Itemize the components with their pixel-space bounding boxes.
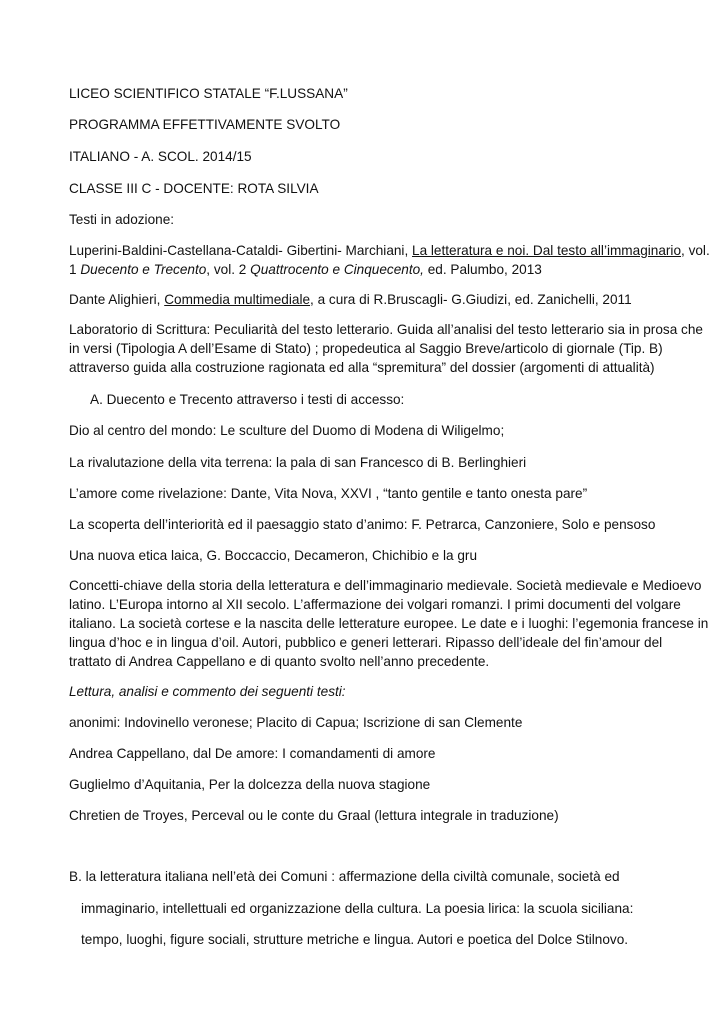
textbooks-heading: Testi in adozione:	[69, 212, 175, 227]
textbook-1-title: La letteratura e noi. Dal testo all’immaginario	[412, 243, 682, 258]
textbook-1-publisher: ed. Palumbo, 2013	[423, 262, 542, 277]
concepts-line-4: lingua d’hoc e in lingua d’oil. Autori, pubblico e generi letterari. Ripasso dell’ideale del fin’amour del	[69, 635, 663, 650]
section-a-item-4: La scoperta dell’interiorità ed il paesaggio stato d’animo: F. Petrarca, Canzoniere, Solo e pensoso	[69, 517, 656, 532]
concepts-line-5: trattato di Andrea Cappellano e di quanto svolto nell’anno precedente.	[69, 654, 490, 669]
lab-line-1: Laboratorio di Scrittura: Peculiarità del testo letterario. Guida all’analisi del testo letterario sia in prosa che	[69, 322, 703, 337]
section-a-item-5: Una nuova etica laica, G. Boccaccio, Decameron, Chichibio e la gru	[69, 548, 478, 563]
textbook-1-vol2-prefix: , vol. 2	[206, 262, 251, 277]
reading-item-3: Guglielmo d’Aquitania, Per la dolcezza della nuova stagione	[69, 777, 431, 792]
textbook-2-rest: , a cura di R.Bruscagli- G.Giudizi, ed. Zanichelli, 2011	[310, 292, 632, 307]
textbook-1-vol1-title: Duecento e Trecento	[80, 262, 207, 277]
reading-heading: Lettura, analisi e commento dei seguenti testi:	[69, 684, 346, 699]
reading-item-4: Chretien de Troyes, Perceval ou le conte du Graal (lettura integrale in traduzione)	[69, 808, 559, 823]
concepts-line-1: Concetti-chiave della storia della letteratura e dell’immaginario medievale. Società medievale e Medioevo	[69, 578, 702, 593]
section-b-line-3: tempo, luoghi, figure sociali, strutture metriche e lingua. Autori e poetica del Dolce Stilnovo.	[81, 932, 629, 947]
school-name: LICEO SCIENTIFICO STATALE “F.LUSSANA”	[69, 86, 348, 101]
textbook-1-vol2-title: Quattrocento e Cinquecento,	[250, 262, 424, 277]
textbook-1-authors: Luperini-Baldini-Castellana-Cataldi- Gibertini- Marchiani,	[69, 243, 413, 258]
section-a-item-1: Dio al centro del mondo: Le sculture del Duomo di Modena di Wiligelmo;	[69, 423, 505, 438]
section-b-line-1: B. la letteratura italiana nell’età dei Comuni : affermazione della civiltà comunale, società ed	[69, 869, 620, 884]
reading-item-2: Andrea Cappellano, dal De amore: I comandamenti di amore	[69, 746, 436, 761]
textbook-1-vol1-prefix: 1	[69, 262, 81, 277]
lab-line-3: attraverso guida alla costruzione ragionata ed alla “spremitura” del dossier (argomenti di attualità)	[69, 360, 655, 375]
concepts-line-3: italiano. La società cortese e la nascita delle letterature europee. Le date e i luoghi: l’egemonia francese in	[69, 616, 709, 631]
lab-line-2: in versi (Tipologia A dell’Esame di Stato) ; propedeutica al Saggio Breve/articolo di giornale (Tip. B)	[69, 341, 663, 356]
textbook-2-author: Dante Alighieri,	[69, 292, 165, 307]
subject-year: ITALIANO - A. SCOL. 2014/15	[69, 149, 252, 164]
textbook-1-line-2	[69, 262, 542, 278]
reading-item-1: anonimi: Indovinello veronese; Placito di Capua; Iscrizione di san Clemente	[69, 715, 523, 730]
program-title: PROGRAMMA EFFETTIVAMENTE SVOLTO	[69, 117, 341, 132]
section-a-item-2: La rivalutazione della vita terrena: la pala di san Francesco di B. Berlinghieri	[69, 455, 527, 470]
textbook-1-vol-label: , vol.	[681, 243, 710, 258]
section-b-line-2: immaginario, intellettuali ed organizzazione della cultura. La poesia lirica: la scuola siciliana:	[81, 901, 634, 916]
class-teacher: CLASSE III C - DOCENTE: ROTA SILVIA	[69, 181, 319, 196]
textbook-2-title: Commedia multimediale	[164, 292, 311, 307]
section-a-title: A. Duecento e Trecento attraverso i testi di accesso:	[90, 392, 405, 407]
concepts-line-2: latino. L’Europa intorno al XII secolo. L’affermazione dei volgari romanzi. I primi documenti del volgare	[69, 597, 681, 612]
textbook-2	[69, 292, 632, 308]
section-a-item-3: L’amore come rivelazione: Dante, Vita Nova, XXVI , “tanto gentile e tanto onesta pare”	[69, 486, 588, 501]
textbook-1-line-1	[69, 243, 710, 259]
